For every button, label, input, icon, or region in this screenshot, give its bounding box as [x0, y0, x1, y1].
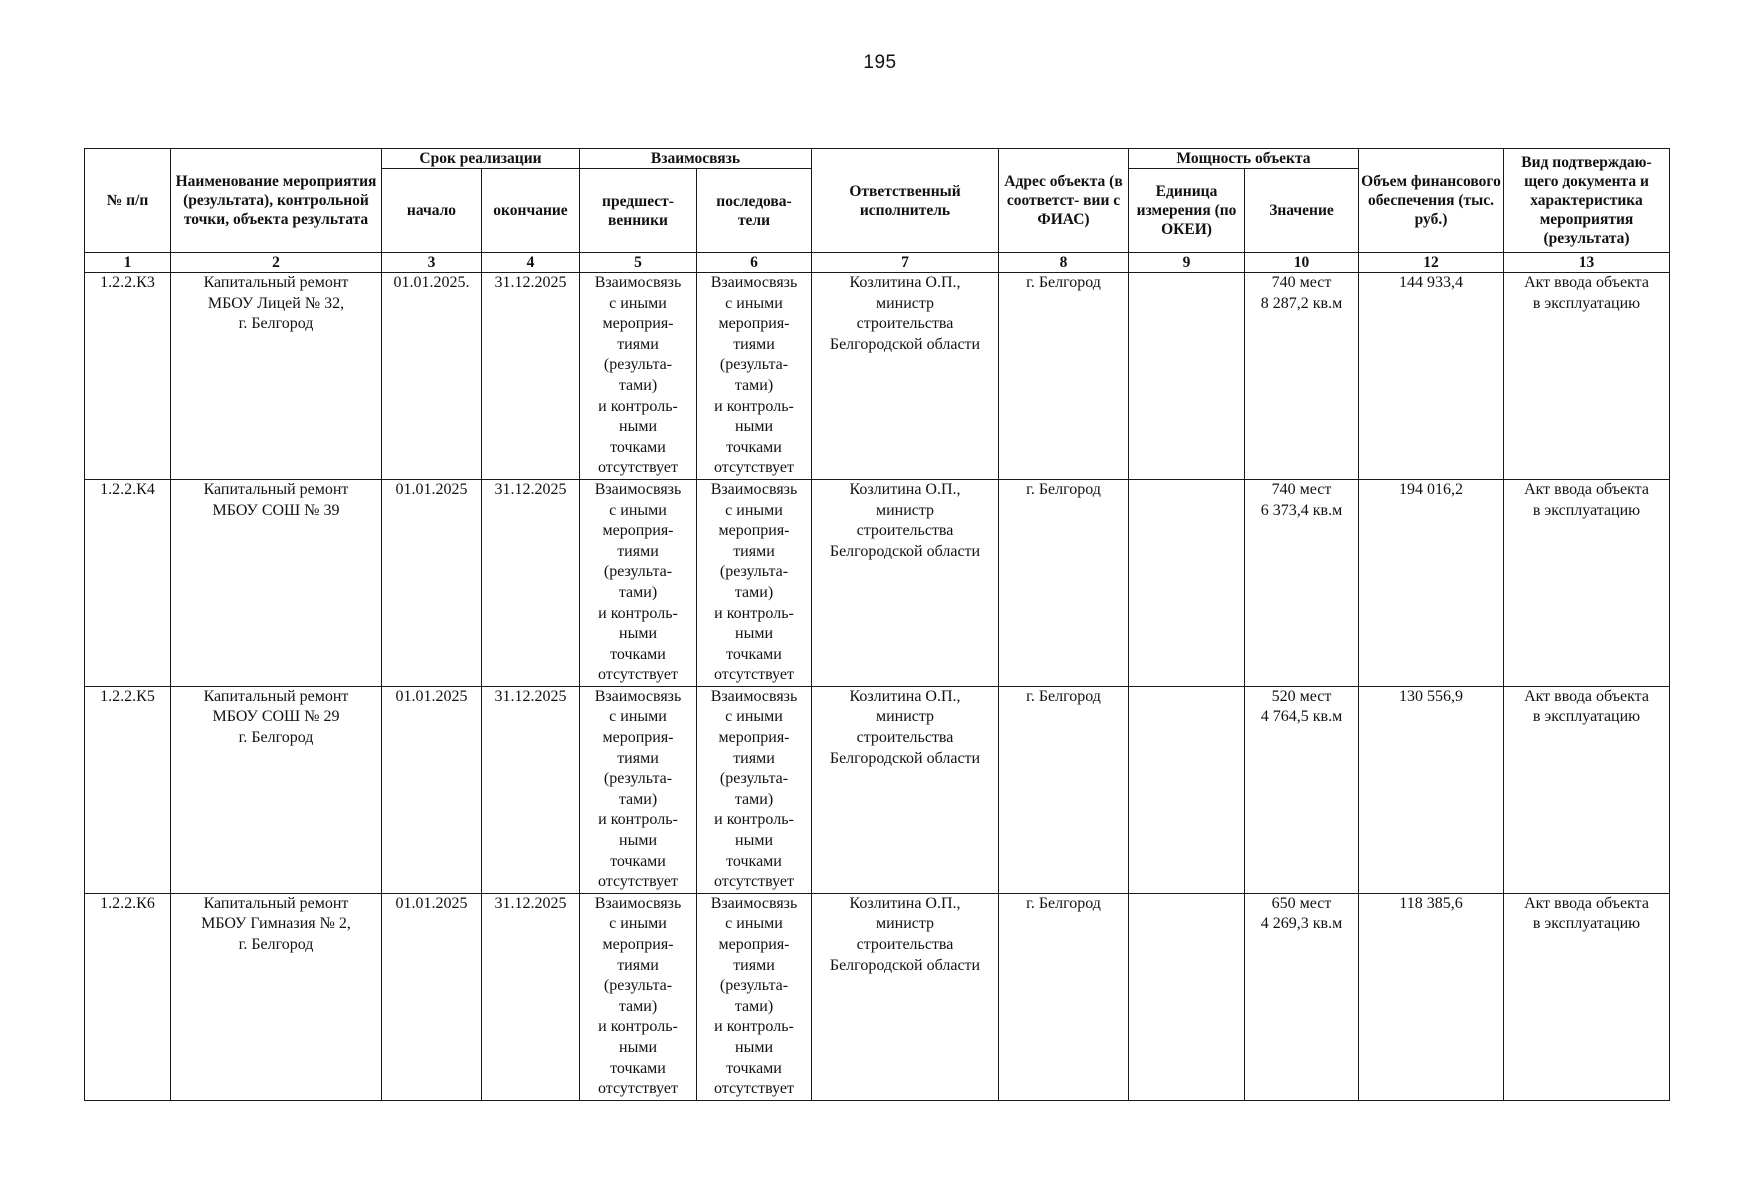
header-doc-type: Вид подтверждаю- щего документа и характеристика мероприятия (результата) — [1504, 149, 1670, 253]
capacity-unit — [1129, 893, 1245, 1100]
column-number-row — [85, 253, 1670, 273]
header-relation: Взаимосвязь — [580, 149, 812, 169]
successors: Взаимосвязь с иными мероприя- тиями (результа- тами) и контроль- ными точками отсутствует — [697, 893, 812, 1100]
capacity-value: 520 мест 4 764,5 кв.м — [1245, 686, 1359, 893]
executor: Козлитина О.П., министр строительства Белгородской области — [812, 893, 999, 1100]
header-capacity: Мощность объекта — [1129, 149, 1359, 169]
executor: Козлитина О.П., министр строительства Белгородской области — [812, 273, 999, 480]
implementation-plan-table — [84, 148, 1670, 1101]
header-term: Срок реализации — [382, 149, 580, 169]
table-row — [85, 273, 1670, 480]
predecessors: Взаимосвязь с иными мероприя- тиями (результа- тами) и контроль- ными точками отсутствует — [580, 686, 697, 893]
header-finance: Объем финансового обеспечения (тыс. руб.) — [1359, 149, 1504, 253]
document-type: Акт ввода объекта в эксплуатацию — [1504, 479, 1670, 686]
event-name: Капитальный ремонт МБОУ СОШ № 29 г. Белгород — [171, 686, 382, 893]
executor: Козлитина О.П., министр строительства Белгородской области — [812, 686, 999, 893]
capacity-value: 740 мест 6 373,4 кв.м — [1245, 479, 1359, 686]
end-date: 31.12.2025 — [482, 479, 580, 686]
column-number: 1 — [85, 253, 171, 273]
header-capacity-unit: Единица измерения (по ОКЕИ) — [1129, 169, 1245, 253]
address: г. Белгород — [999, 686, 1129, 893]
row-number: 1.2.2.К4 — [85, 479, 171, 686]
address: г. Белгород — [999, 893, 1129, 1100]
event-name: Капитальный ремонт МБОУ Лицей № 32, г. Белгород — [171, 273, 382, 480]
row-number: 1.2.2.К6 — [85, 893, 171, 1100]
start-date: 01.01.2025 — [382, 893, 482, 1100]
executor: Козлитина О.П., министр строительства Белгородской области — [812, 479, 999, 686]
start-date: 01.01.2025 — [382, 686, 482, 893]
successors: Взаимосвязь с иными мероприя- тиями (результа- тами) и контроль- ными точками отсутствует — [697, 686, 812, 893]
start-date: 01.01.2025 — [382, 479, 482, 686]
header-executor: Ответственный исполнитель — [812, 149, 999, 253]
end-date: 31.12.2025 — [482, 273, 580, 480]
capacity-value: 740 мест 8 287,2 кв.м — [1245, 273, 1359, 480]
column-number: 7 — [812, 253, 999, 273]
page-number: 195 — [863, 52, 897, 73]
successors: Взаимосвязь с иными мероприя- тиями (результа- тами) и контроль- ными точками отсутствует — [697, 273, 812, 480]
header-num: № п/п — [85, 149, 171, 253]
finance-amount: 194 016,2 — [1359, 479, 1504, 686]
address: г. Белгород — [999, 479, 1129, 686]
finance-amount: 144 933,4 — [1359, 273, 1504, 480]
predecessors: Взаимосвязь с иными мероприя- тиями (результа- тами) и контроль- ными точками отсутствует — [580, 273, 697, 480]
event-name: Капитальный ремонт МБОУ СОШ № 39 — [171, 479, 382, 686]
column-number: 2 — [171, 253, 382, 273]
capacity-unit — [1129, 479, 1245, 686]
table-row — [85, 479, 1670, 686]
column-number: 6 — [697, 253, 812, 273]
table-row — [85, 686, 1670, 893]
event-name: Капитальный ремонт МБОУ Гимназия № 2, г. Белгород — [171, 893, 382, 1100]
predecessors: Взаимосвязь с иными мероприя- тиями (результа- тами) и контроль- ными точками отсутствует — [580, 893, 697, 1100]
capacity-unit — [1129, 273, 1245, 480]
address: г. Белгород — [999, 273, 1129, 480]
column-number: 4 — [482, 253, 580, 273]
column-number: 8 — [999, 253, 1129, 273]
document-type: Акт ввода объекта в эксплуатацию — [1504, 686, 1670, 893]
column-number: 10 — [1245, 253, 1359, 273]
header-term-end: окончание — [482, 169, 580, 253]
row-number: 1.2.2.К5 — [85, 686, 171, 893]
table-row — [85, 893, 1670, 1100]
column-number: 12 — [1359, 253, 1504, 273]
predecessors: Взаимосвязь с иными мероприя- тиями (результа- тами) и контроль- ными точками отсутствует — [580, 479, 697, 686]
document-type: Акт ввода объекта в эксплуатацию — [1504, 273, 1670, 480]
header-relation-prev: предшест- венники — [580, 169, 697, 253]
header-term-start: начало — [382, 169, 482, 253]
end-date: 31.12.2025 — [482, 686, 580, 893]
end-date: 31.12.2025 — [482, 893, 580, 1100]
successors: Взаимосвязь с иными мероприя- тиями (результа- тами) и контроль- ными точками отсутствует — [697, 479, 812, 686]
row-number: 1.2.2.К3 — [85, 273, 171, 480]
column-number: 13 — [1504, 253, 1670, 273]
finance-amount: 130 556,9 — [1359, 686, 1504, 893]
column-number: 9 — [1129, 253, 1245, 273]
start-date: 01.01.2025. — [382, 273, 482, 480]
capacity-value: 650 мест 4 269,3 кв.м — [1245, 893, 1359, 1100]
header-capacity-value: Значение — [1245, 169, 1359, 253]
column-number: 5 — [580, 253, 697, 273]
column-number: 3 — [382, 253, 482, 273]
finance-amount: 118 385,6 — [1359, 893, 1504, 1100]
header-name: Наименование мероприятия (результата), контрольной точки, объекта результата — [171, 149, 382, 253]
header-address: Адрес объекта (в соответст- вии с ФИАС) — [999, 149, 1129, 253]
capacity-unit — [1129, 686, 1245, 893]
header-relation-next: последова- тели — [697, 169, 812, 253]
document-type: Акт ввода объекта в эксплуатацию — [1504, 893, 1670, 1100]
